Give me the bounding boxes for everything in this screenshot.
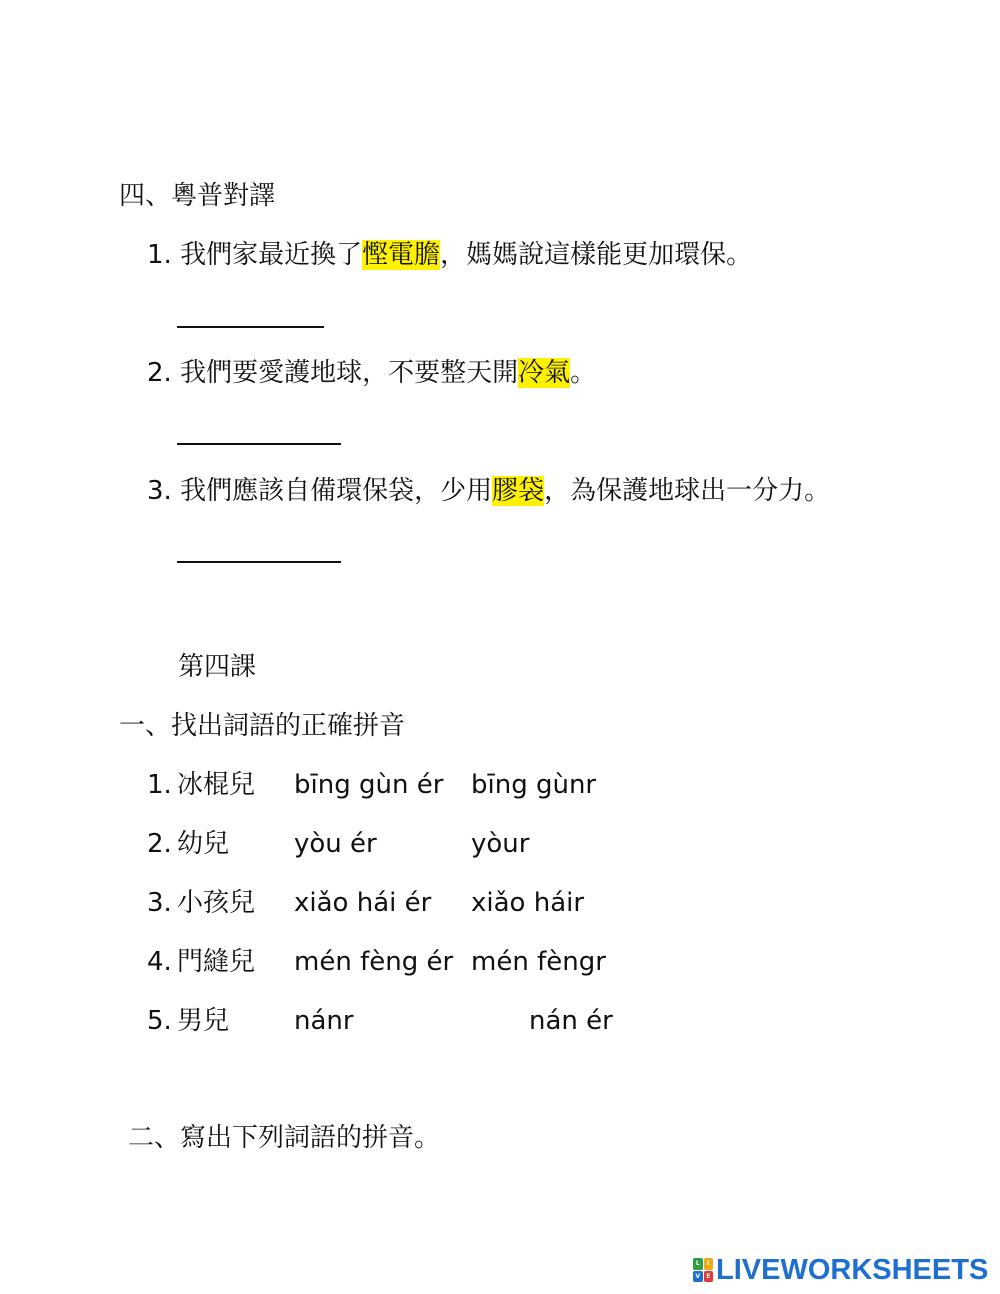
highlighted-word: 慳電膽 [362,240,441,270]
answer-blank-1[interactable] [177,326,324,328]
pinyin-option-b[interactable]: bīng gùnr [471,770,597,800]
pinyin-option-b[interactable]: nán ér [529,1006,613,1036]
item-number: 4. [147,947,172,977]
pinyin-question-row [147,1004,847,1038]
pinyin-question-row [147,886,847,920]
highlighted-word: 膠袋 [492,476,545,506]
highlighted-word: 冷氣 [518,358,571,388]
pinyin-option-b[interactable]: mén fèngr [471,947,606,977]
pinyin-option-a[interactable]: bīng gùn ér [294,770,444,800]
item-number: 3. [147,476,172,506]
sentence-text: 我們應該自備環保袋，少用 [180,476,493,506]
chinese-word: 冰棍兒 [177,770,256,800]
pinyin-question-row [147,768,847,802]
section-heading-write-pinyin: 二、寫出下列詞語的拼音。 [128,1123,441,1153]
liveworksheets-logo [693,1253,988,1287]
liveworksheets-logo-icon: L I V E [693,1258,713,1282]
pinyin-question-row [147,827,847,861]
item-number: 5. [147,1006,172,1036]
section-heading-cantonese-mandarin: 四、粵普對譯 [119,181,276,211]
chinese-word: 門縫兒 [177,947,256,977]
sentence-text: 我們要愛護地球，不要整天開 [180,358,519,388]
sentence-text: ，媽媽說這樣能更加環保。 [440,240,753,270]
pinyin-option-b[interactable]: xiǎo háir [471,888,585,918]
item-number: 1. [147,240,172,270]
sentence-text: 我們家最近換了 [180,240,363,270]
pinyin-option-a[interactable]: yòu ér [294,829,377,859]
translation-sentence-1 [147,238,752,272]
sentence-text: 。 [570,358,597,388]
pinyin-option-a[interactable]: nánr [294,1006,354,1036]
item-number: 1. [147,770,172,800]
item-number: 3. [147,888,172,918]
item-number: 2. [147,829,172,859]
translation-sentence-2 [147,356,596,390]
pinyin-option-a[interactable]: xiǎo hái ér [294,888,432,918]
chinese-word: 幼兒 [177,829,230,859]
logo-text: LIVEWORKSHEETS [716,1253,989,1286]
chinese-word: 男兒 [177,1006,230,1036]
pinyin-question-row [147,945,847,979]
chinese-word: 小孩兒 [177,888,256,918]
item-number: 2. [147,358,172,388]
translation-sentence-3 [147,474,830,508]
answer-blank-2[interactable] [177,443,341,445]
answer-blank-3[interactable] [177,561,341,563]
lesson-title: 第四課 [178,652,257,682]
pinyin-option-a[interactable]: mén fèng ér [294,947,454,977]
pinyin-option-b[interactable]: yòur [471,829,530,859]
sentence-text: ，為保護地球出一分力。 [544,476,831,506]
section-heading-choose-pinyin: 一、找出詞語的正確拼音 [119,711,406,741]
